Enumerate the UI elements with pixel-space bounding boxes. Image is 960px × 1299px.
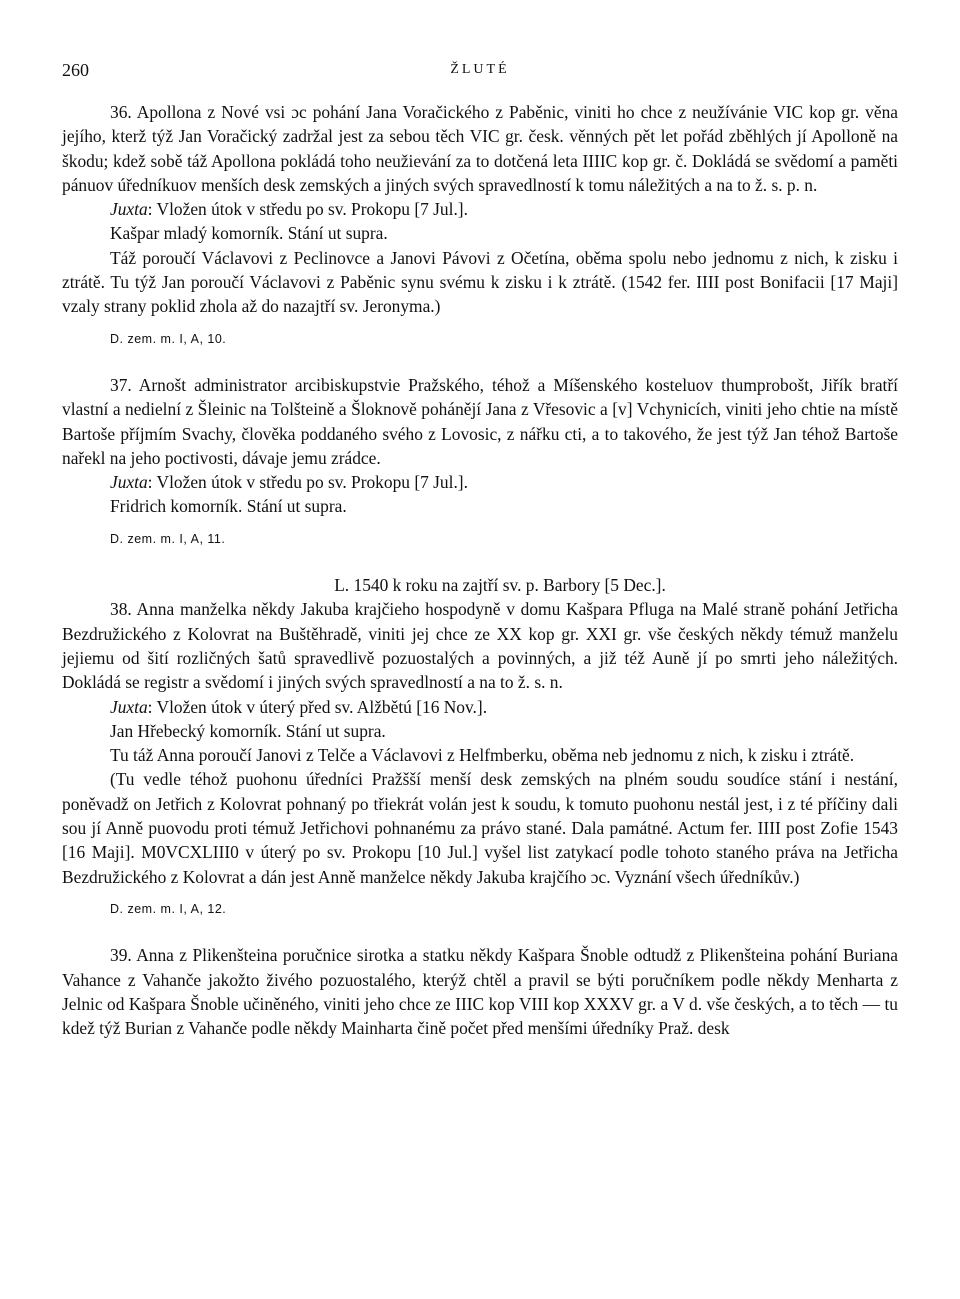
juxta-label: Juxta	[110, 199, 148, 220]
entry-paragraph: Tu táž Anna poroučí Janovi z Telče a Václavovi z Helfmberku, oběma neb jednomu z nich, k zisku i ztrátě.	[110, 745, 855, 766]
entry-38	[62, 573, 898, 921]
source-reference: D. zem. m. I, A, 12.	[110, 901, 227, 916]
page-number: 260	[62, 60, 89, 80]
juxta-label: Juxta	[110, 472, 148, 493]
entry-paragraph: Jan Hřebecký komorník. Stání ut supra.	[110, 720, 386, 741]
running-head	[62, 58, 898, 86]
year-heading: L. 1540 k roku na zajtří sv. p. Barbory [5 Dec.].	[334, 575, 666, 596]
entry-36	[62, 100, 898, 351]
source-reference: D. zem. m. I, A, 11.	[110, 531, 226, 546]
entry-paragraph: (Tu vedle téhož puohonu úředníci Pražšší menší desk zemských na plném soudu soudíce stání i nestání, poněvadž on Jetřich z Kolovrat pohnaný po třiekrát volán jest k soudu, k tomuto puohonu nestál jest, i z té příčiny dali sou jí Anně puovodu proti témuž Jetřichovi pohnanému za právo stané. Dala památné. Actum fer. IIII post Zofie 1543 [16 Maji]. M0VCXLIII0 v úterý po sv. Prokopu [10 Jul.] vyšel list zatykací podle tohoto staného práva na Jetřicha Bezdružického z Kolovrat a dán jest Anně manželce někdy Jakuba krajčího ɔc. Vyznání všech úředníkův.)	[62, 769, 898, 887]
juxta-text: : Vložen útok v úterý před sv. Alžbětú [16 Nov.].	[147, 696, 488, 717]
entry-paragraph: 36. Apollona z Nové vsi ɔc pohání Jana Voračického z Paběnic, viniti ho chce z neužívánie VIC kop gr. věna jejího, kterž týž Jan Voračický zadržal jest za sebou těch VIC gr. česk. věnných pět let pořád zběhlých jí Apolloně na škodu; kdež sobě táž Apollona pokládá toho neužievání za to dotčená leta IIIIC kop gr. č. Dokládá se svědomí a paměti pánuov úředníkuov menších desk zemských a jiných svých spravedlností k tomu náležitých a na to ž. s. p. n.	[62, 102, 898, 195]
document-page	[62, 58, 898, 1040]
entry-paragraph: Kašpar mladý komorník. Stání ut supra.	[110, 223, 388, 244]
entry-paragraph: Fridrich komorník. Stání ut supra.	[110, 496, 347, 517]
entry-paragraph: 37. Arnošt administrator arcibiskupstvie Pražského, téhož a Míšenského kosteluov thumprobošt, Jiřík bratří vlastní a nedielní z Šleinic na Tolšteině a Šloknově pohánějí Jana z Vřesovic a [v] Vchynicích, viniti jeho chtie na místě Bartoše příjmím Svachy, člověka poddaného svého z Lovosic, z nářku cti, a to takového, že jest týž Jan téhož Bartoše nařekl na jeho poctivosti, dávaje jemu zrádce.	[62, 374, 898, 468]
juxta-line	[62, 695, 898, 719]
entry-paragraph: 38. Anna manželka někdy Jakuba krajčieho hospodyně v domu Kašpara Pfluga na Malé straně pohání Jetřicha Bezdružického z Kolovrat na Buštěhradě, viniti jej chce ze XX kop gr. XXI gr. vše českých někdy témuž manželu jejiemu od šití rozličných šatů spravedlivě pozuostalých a povinných, a již též Auně jí po smrti jeho náležitých. Dokládá se registr a svědomí i jiných svých spravedlností a na to ž. s. n.	[62, 599, 898, 693]
juxta-line	[62, 197, 898, 221]
juxta-line	[62, 470, 898, 494]
juxta-label: Juxta	[110, 696, 148, 717]
entry-paragraph: 39. Anna z Plikenšteina poručnice sirotka a statku někdy Kašpara Šnoble odtudž z Plikenšteina pohání Buriana Vahance z Vahanče jakožto živého pozuostalého, kterýž chtěl a pravil se býti poručníkem podle někdy Menharta z Jelnic od Kašpara Šnoble učiněného, viniti jeho chce ze IIIC kop VIII kop XXXV gr. a V d. vše českých, a to těch — tu kdež týž Burian z Vahanče podle někdy Mainharta čině počet před menšími úředníky Praž. desk	[62, 945, 898, 1039]
running-title: ŽLUTÉ	[450, 62, 510, 77]
juxta-text: : Vložen útok v středu po sv. Prokopu [7 Jul.].	[147, 472, 468, 493]
entry-39	[62, 943, 898, 1040]
juxta-text: : Vložen útok v středu po sv. Prokopu [7 Jul.].	[147, 199, 468, 220]
source-reference: D. zem. m. I, A, 10.	[110, 331, 227, 346]
entry-37	[62, 373, 898, 551]
entry-paragraph: Táž poroučí Václavovi z Peclinovce a Janovi Pávovi z Očetína, oběma spolu nebo jednomu z nich, k zisku i ztrátě. Tu týž Jan poroučí Václavovi z Paběnic synu svému k zisku i k ztrátě. (1542 fer. IIII post Bonifacii [17 Maji] vzaly strany poklid zhola až do nazajtří sv. Jeronyma.)	[62, 247, 898, 317]
